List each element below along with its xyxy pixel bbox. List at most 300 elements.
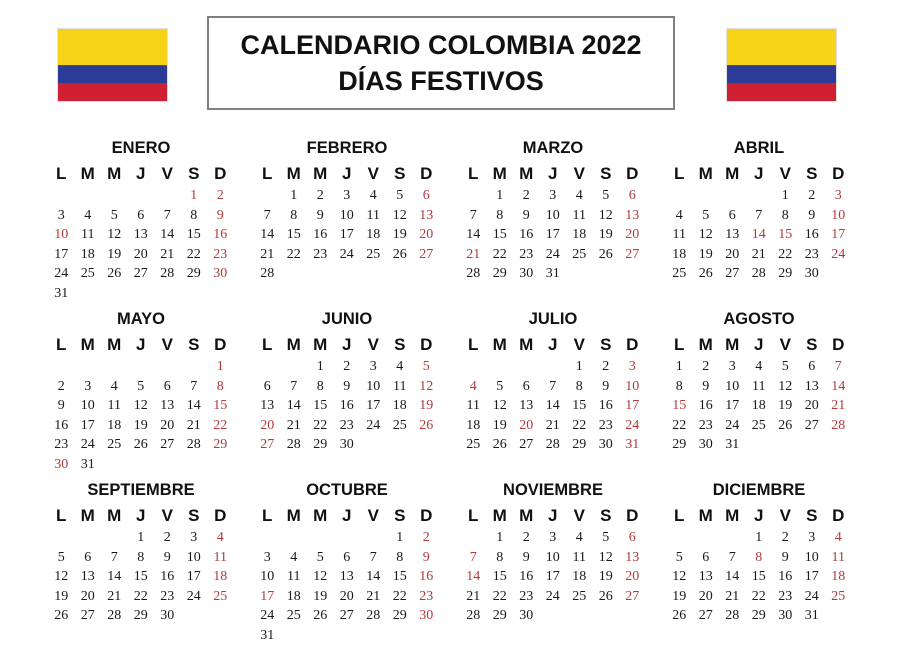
date-cell: 12: [672, 569, 687, 584]
date-cell: 5: [110, 207, 118, 223]
date-cell-empty: [101, 186, 128, 206]
day-of-week-header: S: [188, 506, 200, 525]
date-cell: 10: [831, 207, 846, 223]
day-of-week-header: M: [725, 506, 740, 525]
date-cell: 18: [572, 227, 587, 242]
date-cell: 8: [781, 207, 789, 223]
date-cell: 1: [575, 359, 583, 374]
date-cell: 6: [163, 378, 171, 394]
date-cell: 10: [260, 569, 275, 584]
date-cell: 7: [549, 378, 557, 394]
date-cell: 2: [343, 359, 351, 374]
date-cell: 25: [751, 417, 766, 433]
date-cell: 23: [519, 246, 534, 262]
date-cell: 26: [492, 437, 507, 452]
date-cell: 25: [366, 246, 381, 262]
date-cell: 9: [781, 549, 789, 565]
day-of-week-header: L: [674, 164, 685, 183]
date-cell: 5: [781, 359, 789, 374]
month-junio: [254, 309, 440, 455]
date-cell: 11: [466, 398, 480, 413]
day-of-week-header: M: [286, 335, 301, 354]
month-title: MARZO: [522, 139, 584, 157]
months-grid: [48, 138, 852, 645]
date-cell: 14: [831, 378, 846, 394]
date-cell: 5: [422, 359, 430, 374]
date-cell: 28: [725, 608, 740, 623]
date-cell-empty: [619, 606, 646, 626]
date-cell-empty: [460, 357, 487, 377]
date-cell: 6: [137, 207, 145, 223]
date-cell-empty: [154, 186, 181, 206]
day-of-week-header: L: [56, 506, 67, 525]
day-of-week-header: D: [832, 164, 845, 183]
date-cell: 24: [339, 246, 354, 262]
date-cell: 30: [213, 266, 228, 281]
date-cell-empty: [254, 357, 281, 377]
month-title: AGOSTO: [723, 310, 795, 328]
date-cell-empty: [181, 606, 208, 626]
day-of-week-header: V: [573, 164, 585, 183]
date-cell: 27: [260, 437, 275, 452]
date-cell: 28: [107, 608, 122, 623]
date-cell: 17: [80, 417, 95, 433]
day-of-week-header: M: [698, 506, 713, 525]
date-cell: 5: [57, 549, 65, 565]
date-cell: 16: [804, 227, 819, 242]
date-cell-empty: [460, 186, 487, 206]
date-cell-empty: [101, 357, 128, 377]
date-cell: 18: [572, 569, 587, 584]
day-of-week-header: M: [107, 164, 122, 183]
date-cell-empty: [207, 455, 234, 475]
flag-red-stripe: [58, 83, 167, 101]
page-subtitle: DÍAS FESTIVOS: [338, 65, 544, 96]
day-of-week-header: V: [161, 506, 173, 525]
day-of-week-header: M: [698, 335, 713, 354]
date-cell: 22: [213, 417, 228, 433]
day-of-week-header: S: [806, 506, 818, 525]
date-cell: 3: [57, 207, 65, 223]
date-cell-empty: [593, 606, 620, 626]
date-cell-empty: [154, 455, 181, 475]
date-cell: 12: [392, 207, 407, 223]
day-of-week-header: S: [600, 506, 612, 525]
date-cell: 4: [575, 530, 583, 545]
day-of-week-header: S: [600, 335, 612, 354]
month-title: JULIO: [528, 310, 578, 328]
date-cell: 6: [343, 549, 351, 565]
month-mayo: [48, 309, 234, 474]
date-cell: 15: [751, 569, 766, 584]
date-cell: 17: [260, 588, 275, 604]
date-cell: 22: [492, 246, 507, 262]
date-cell: 29: [133, 608, 148, 623]
date-cell-empty: [334, 626, 361, 645]
date-cell: 19: [419, 398, 434, 413]
day-of-week-header: M: [313, 506, 328, 525]
date-cell: 31: [260, 627, 275, 643]
date-cell: 18: [213, 569, 228, 584]
date-cell: 14: [260, 227, 275, 242]
date-cell: 20: [160, 417, 175, 433]
date-cell-empty: [128, 186, 155, 206]
date-cell: 5: [602, 530, 610, 545]
date-cell: 19: [133, 417, 148, 433]
date-cell-empty: [281, 264, 308, 284]
date-cell: 21: [160, 246, 175, 262]
date-cell: 25: [466, 437, 481, 452]
date-cell: 27: [339, 608, 354, 623]
date-cell: 3: [834, 188, 842, 203]
month-grid: [48, 504, 234, 626]
day-of-week-header: J: [754, 335, 764, 354]
date-cell: 25: [107, 437, 122, 452]
date-cell: 17: [545, 569, 560, 584]
date-cell: 24: [366, 417, 381, 433]
date-cell-empty: [693, 528, 720, 548]
day-of-week-header: M: [286, 506, 301, 525]
date-cell-empty: [307, 264, 334, 284]
date-cell: 2: [163, 530, 171, 545]
date-cell: 24: [625, 417, 640, 433]
date-cell: 16: [419, 569, 434, 584]
date-cell: 7: [110, 549, 118, 565]
date-cell: 11: [366, 207, 380, 223]
date-cell-empty: [254, 528, 281, 548]
date-cell: 1: [496, 530, 504, 545]
date-cell: 7: [728, 549, 736, 565]
day-of-week-header: J: [754, 506, 764, 525]
date-cell: 1: [316, 359, 324, 374]
date-cell: 12: [598, 549, 613, 565]
date-cell: 22: [672, 417, 687, 433]
date-cell: 20: [419, 227, 434, 242]
date-cell: 24: [545, 246, 560, 262]
date-cell: 5: [702, 207, 710, 223]
date-cell: 27: [133, 266, 148, 281]
date-cell: 9: [702, 378, 710, 394]
date-cell: 28: [466, 266, 481, 281]
date-cell-empty: [101, 455, 128, 475]
date-cell: 15: [492, 569, 507, 584]
date-cell: 20: [804, 398, 819, 413]
date-cell: 12: [598, 207, 613, 223]
date-cell: 18: [80, 246, 95, 262]
date-cell: 10: [804, 549, 819, 565]
date-cell: 13: [804, 378, 819, 394]
date-cell: 5: [602, 188, 610, 203]
day-of-week-header: J: [548, 335, 558, 354]
date-cell-empty: [154, 357, 181, 377]
month-marzo: [460, 138, 646, 284]
day-of-week-header: M: [107, 335, 122, 354]
month-agosto: [666, 309, 852, 455]
date-cell: 19: [492, 417, 507, 433]
date-cell-empty: [360, 435, 387, 455]
date-cell: 27: [80, 608, 95, 623]
day-of-week-header: J: [136, 335, 146, 354]
date-cell-empty: [746, 435, 773, 455]
date-cell: 31: [625, 437, 640, 452]
day-of-week-header: L: [468, 506, 479, 525]
date-cell: 8: [137, 549, 145, 565]
date-cell-empty: [719, 186, 746, 206]
date-cell: 24: [545, 588, 560, 604]
date-cell: 23: [160, 588, 175, 604]
date-cell: 29: [492, 266, 507, 281]
date-cell: 14: [751, 227, 766, 242]
title-box: [207, 16, 675, 110]
date-cell: 25: [213, 588, 228, 604]
date-cell: 2: [522, 188, 530, 203]
day-of-week-header: V: [367, 506, 379, 525]
date-cell: 30: [804, 266, 819, 281]
date-cell: 18: [751, 398, 766, 413]
date-cell: 19: [313, 588, 328, 604]
date-cell: 27: [160, 437, 175, 452]
day-of-week-header: V: [161, 335, 173, 354]
date-cell-empty: [460, 528, 487, 548]
date-cell-empty: [128, 357, 155, 377]
date-cell: 18: [831, 569, 846, 584]
month-grid: [48, 162, 234, 303]
date-cell: 10: [625, 378, 640, 394]
date-cell: 22: [392, 588, 407, 604]
date-cell: 28: [366, 608, 381, 623]
date-cell: 27: [419, 246, 434, 262]
date-cell: 12: [778, 378, 793, 394]
date-cell: 20: [260, 417, 275, 433]
date-cell: 2: [808, 188, 816, 203]
day-of-week-header: L: [56, 335, 67, 354]
date-cell: 3: [369, 359, 377, 374]
month-grid: [254, 333, 440, 455]
date-cell: 26: [672, 608, 687, 623]
date-cell-empty: [281, 528, 308, 548]
date-cell: 24: [831, 246, 846, 262]
date-cell-empty: [387, 264, 414, 284]
date-cell: 4: [469, 378, 477, 394]
day-of-week-header: M: [313, 335, 328, 354]
date-cell: 22: [186, 246, 201, 262]
day-of-week-header: D: [214, 506, 227, 525]
date-cell: 28: [260, 266, 275, 281]
date-cell-empty: [181, 284, 208, 304]
date-cell: 7: [469, 207, 477, 223]
day-of-week-header: J: [342, 335, 352, 354]
date-cell: 27: [804, 417, 819, 433]
date-cell: 1: [675, 359, 683, 374]
date-cell: 16: [598, 398, 613, 413]
date-cell: 30: [519, 608, 534, 623]
date-cell-empty: [128, 284, 155, 304]
day-of-week-header: M: [286, 164, 301, 183]
date-cell: 24: [54, 266, 69, 281]
date-cell: 8: [290, 207, 298, 223]
date-cell: 4: [396, 359, 404, 374]
date-cell: 6: [263, 378, 271, 394]
date-cell-empty: [360, 626, 387, 645]
date-cell: 26: [419, 417, 434, 433]
date-cell: 30: [160, 608, 175, 623]
date-cell: 27: [625, 246, 640, 262]
date-cell: 29: [672, 437, 687, 452]
date-cell: 29: [751, 608, 766, 623]
date-cell: 30: [698, 437, 713, 452]
date-cell: 27: [519, 437, 534, 452]
date-cell-empty: [413, 264, 440, 284]
date-cell: 5: [396, 188, 404, 203]
date-cell: 26: [698, 266, 713, 281]
date-cell: 10: [339, 207, 354, 223]
date-cell: 11: [672, 227, 686, 242]
day-of-week-header: V: [779, 335, 791, 354]
day-of-week-header: L: [674, 506, 685, 525]
date-cell: 14: [107, 569, 122, 584]
date-cell: 11: [572, 549, 586, 565]
date-cell: 17: [54, 246, 69, 262]
date-cell: 1: [755, 530, 763, 545]
month-abril: [666, 138, 852, 284]
date-cell: 25: [572, 588, 587, 604]
day-of-week-header: M: [725, 164, 740, 183]
date-cell: 1: [216, 359, 224, 374]
day-of-week-header: M: [519, 506, 534, 525]
date-cell: 14: [466, 569, 481, 584]
date-cell: 11: [831, 549, 845, 565]
date-cell: 10: [545, 549, 560, 565]
date-cell: 15: [313, 398, 328, 413]
month-grid: [666, 333, 852, 455]
date-cell: 22: [492, 588, 507, 604]
date-cell: 19: [698, 246, 713, 262]
date-cell: 4: [834, 530, 842, 545]
month-grid: [254, 162, 440, 284]
date-cell: 13: [160, 398, 175, 413]
date-cell: 8: [496, 207, 504, 223]
date-cell: 26: [598, 246, 613, 262]
date-cell: 21: [466, 246, 481, 262]
date-cell: 13: [419, 207, 434, 223]
month-title: MAYO: [117, 310, 165, 328]
month-title: ENERO: [111, 139, 171, 157]
date-cell-empty: [207, 284, 234, 304]
date-cell: 2: [602, 359, 610, 374]
date-cell: 20: [725, 246, 740, 262]
date-cell: 23: [519, 588, 534, 604]
date-cell-empty: [593, 264, 620, 284]
date-cell-empty: [513, 357, 540, 377]
date-cell: 8: [190, 207, 198, 223]
date-cell: 8: [755, 549, 763, 565]
date-cell-empty: [799, 435, 826, 455]
date-cell: 5: [137, 378, 145, 394]
date-cell: 20: [625, 569, 640, 584]
date-cell-empty: [48, 186, 75, 206]
day-of-week-header: M: [80, 506, 95, 525]
day-of-week-header: V: [161, 164, 173, 183]
date-cell-empty: [772, 435, 799, 455]
day-of-week-header: M: [313, 164, 328, 183]
date-cell: 8: [575, 378, 583, 394]
month-grid: [666, 504, 852, 626]
date-cell: 7: [755, 207, 763, 223]
date-cell: 31: [80, 456, 95, 472]
date-cell: 10: [186, 549, 201, 565]
date-cell: 2: [422, 530, 430, 545]
date-cell: 9: [522, 549, 530, 565]
date-cell: 12: [492, 398, 507, 413]
date-cell: 15: [286, 227, 301, 242]
date-cell: 4: [369, 188, 377, 203]
date-cell: 2: [316, 188, 324, 203]
date-cell: 25: [80, 266, 95, 281]
date-cell: 18: [107, 417, 122, 433]
day-of-week-header: V: [573, 335, 585, 354]
date-cell: 1: [190, 188, 198, 203]
date-cell: 1: [396, 530, 404, 545]
date-cell: 27: [625, 588, 640, 604]
day-of-week-header: L: [468, 335, 479, 354]
date-cell: 21: [545, 417, 560, 433]
date-cell: 11: [752, 378, 766, 394]
date-cell: 22: [751, 588, 766, 604]
date-cell: 7: [163, 207, 171, 223]
day-of-week-header: D: [626, 335, 639, 354]
date-cell-empty: [387, 626, 414, 645]
date-cell: 10: [545, 207, 560, 223]
date-cell: 4: [290, 549, 298, 565]
date-cell-empty: [48, 528, 75, 548]
date-cell: 4: [575, 188, 583, 203]
day-of-week-header: L: [56, 164, 67, 183]
date-cell: 16: [698, 398, 713, 413]
date-cell: 10: [725, 378, 740, 394]
date-cell: 23: [778, 588, 793, 604]
date-cell: 23: [213, 246, 228, 262]
date-cell-empty: [825, 606, 852, 626]
day-of-week-header: J: [342, 164, 352, 183]
colombia-flag-right: [727, 29, 836, 101]
date-cell-empty: [360, 528, 387, 548]
day-of-week-header: D: [832, 335, 845, 354]
date-cell: 26: [313, 608, 328, 623]
date-cell: 14: [186, 398, 201, 413]
date-cell: 3: [728, 359, 736, 374]
date-cell: 13: [725, 227, 740, 242]
date-cell: 10: [54, 227, 69, 242]
date-cell: 5: [675, 549, 683, 565]
date-cell: 11: [107, 398, 121, 413]
date-cell-empty: [719, 528, 746, 548]
month-title: NOVIEMBRE: [503, 481, 603, 499]
date-cell: 15: [492, 227, 507, 242]
date-cell: 15: [778, 227, 793, 242]
date-cell: 4: [675, 207, 683, 223]
date-cell: 25: [392, 417, 407, 433]
date-cell: 6: [522, 378, 530, 394]
date-cell-empty: [75, 284, 102, 304]
date-cell: 22: [286, 246, 301, 262]
flag-blue-stripe: [58, 65, 167, 83]
date-cell: 9: [522, 207, 530, 223]
month-title: ABRIL: [733, 139, 785, 157]
date-cell: 21: [260, 246, 275, 262]
day-of-week-header: M: [492, 335, 507, 354]
date-cell-empty: [281, 357, 308, 377]
day-of-week-header: D: [420, 506, 433, 525]
